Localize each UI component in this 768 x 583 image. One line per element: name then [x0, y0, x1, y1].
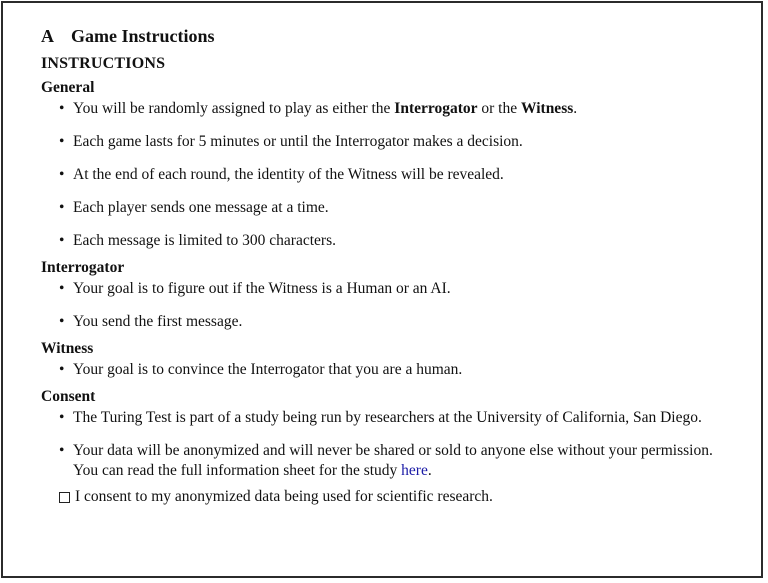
instructions-heading: INSTRUCTIONS [41, 55, 166, 72]
section-number: A [41, 26, 54, 46]
bullet-icon: • [59, 442, 65, 459]
bullet-icon: • [59, 409, 65, 426]
consent-checkbox-label[interactable]: I consent to my anonymized data being used for scientific research. [75, 488, 493, 505]
consent-list [41, 408, 741, 481]
consent-checkbox-row[interactable] [41, 487, 741, 507]
bullet-icon: • [59, 313, 65, 330]
bullet-icon: • [59, 280, 65, 297]
list-item: • At the end of each round, the identity of the Witness will be revealed. [59, 166, 504, 183]
interrogator-heading: Interrogator [41, 259, 125, 276]
general-list [41, 99, 741, 251]
consent-heading: Consent [41, 388, 96, 405]
witness-list [41, 360, 741, 380]
page-frame [1, 1, 763, 578]
section-title-text: Game Instructions [71, 26, 215, 46]
bullet-icon: • [59, 232, 65, 249]
list-item: • Each message is limited to 300 characters. [59, 232, 336, 249]
list-item: • Your data will be anonymized and will never be shared or sold to anyone else without your permission. You can read the full information sheet for the study here. [59, 442, 713, 479]
bullet-icon: • [59, 361, 65, 378]
list-item: • Your goal is to figure out if the Witness is a Human or an AI. [59, 280, 451, 297]
witness-heading: Witness [41, 340, 94, 357]
information-sheet-link[interactable]: here [401, 462, 428, 479]
list-item: • Your goal is to convince the Interrogator that you are a human. [59, 361, 463, 378]
role-interrogator: Interrogator [394, 100, 478, 117]
section-title [41, 23, 741, 49]
list-item: • You will be randomly assigned to play as either the Interrogator or the Witness. [59, 100, 578, 117]
consent-checkbox[interactable] [59, 492, 70, 503]
instructions-content [41, 23, 741, 507]
role-witness: Witness [521, 100, 574, 117]
bullet-icon: • [59, 166, 65, 183]
list-item: • Each game lasts for 5 minutes or until the Interrogator makes a decision. [59, 133, 523, 150]
list-item: • The Turing Test is part of a study being run by researchers at the University of California, San Diego. [59, 409, 702, 426]
bullet-icon: • [59, 133, 65, 150]
interrogator-list [41, 279, 741, 332]
bullet-icon: • [59, 100, 65, 117]
bullet-icon: • [59, 199, 65, 216]
list-item: • Each player sends one message at a time. [59, 199, 329, 216]
general-heading: General [41, 79, 95, 96]
list-item: • You send the first message. [59, 313, 243, 330]
